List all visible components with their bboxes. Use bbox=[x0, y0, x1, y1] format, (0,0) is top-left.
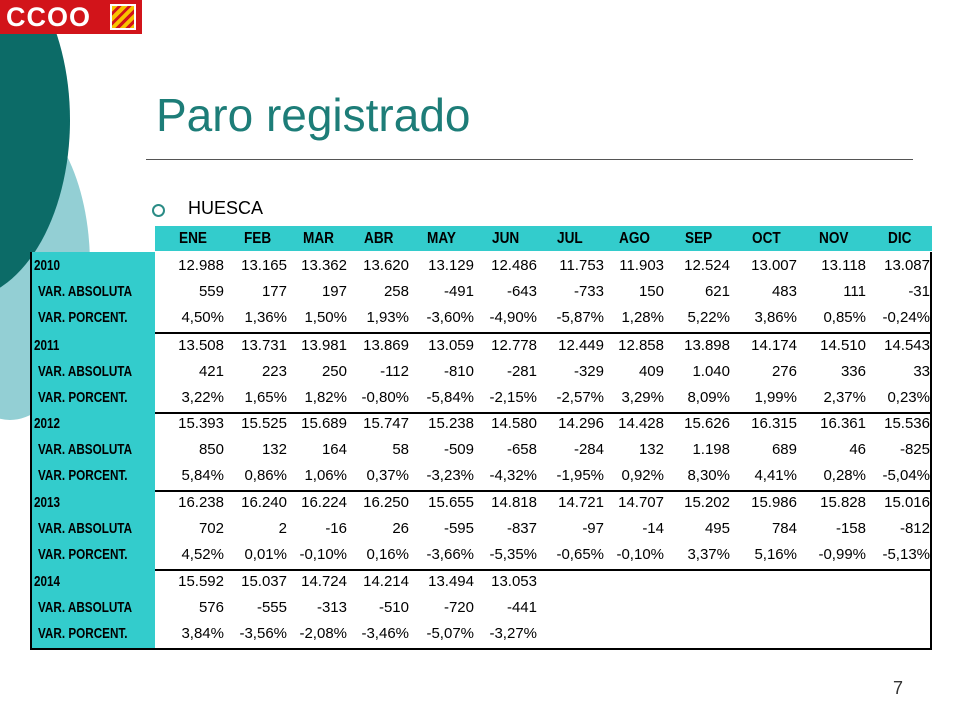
percent-variation-row bbox=[30, 621, 932, 647]
table-cell: 33 bbox=[913, 363, 930, 380]
table-cell: -825 bbox=[899, 441, 930, 458]
month-header: NOV bbox=[819, 230, 849, 247]
table-cell: 1,28% bbox=[621, 309, 664, 326]
table-cell: 15.202 bbox=[684, 494, 730, 511]
table-cell: 13.620 bbox=[363, 257, 409, 274]
table-cell: 8,30% bbox=[687, 467, 730, 484]
table-cell: 11.903 bbox=[619, 257, 664, 274]
table-cell: 177 bbox=[261, 283, 287, 300]
table-cell: -810 bbox=[443, 363, 474, 380]
table-cell: -3,23% bbox=[426, 467, 474, 484]
table-cell: 14.818 bbox=[491, 494, 537, 511]
table-border bbox=[30, 489, 32, 569]
year-total-row bbox=[30, 411, 932, 437]
table-cell: -5,84% bbox=[426, 389, 474, 406]
table-cell: 15.592 bbox=[178, 573, 224, 590]
table-cell: 850 bbox=[198, 441, 224, 458]
absolute-variation-row bbox=[30, 437, 932, 463]
table-cell: 4,50% bbox=[181, 309, 224, 326]
table-cell: 576 bbox=[198, 599, 224, 616]
table-cell: 250 bbox=[321, 363, 347, 380]
table-cell: 1,65% bbox=[244, 389, 287, 406]
table-cell: 13.508 bbox=[178, 337, 224, 354]
table-cell: -31 bbox=[908, 283, 930, 300]
table-border bbox=[30, 568, 32, 648]
year-total-row bbox=[30, 333, 932, 359]
table-cell: 16.315 bbox=[751, 415, 797, 432]
row-label: 2012 bbox=[34, 415, 61, 432]
table-cell: 13.165 bbox=[241, 257, 287, 274]
table-cell: 4,41% bbox=[754, 467, 797, 484]
absolute-variation-row bbox=[30, 359, 932, 385]
percent-variation-row bbox=[30, 305, 932, 331]
month-header: ENE bbox=[179, 230, 207, 247]
table-cell: -595 bbox=[443, 520, 474, 537]
table-cell: 483 bbox=[771, 283, 797, 300]
table-cell: 26 bbox=[392, 520, 409, 537]
table-cell: 12.449 bbox=[558, 337, 604, 354]
row-label: 2013 bbox=[34, 494, 61, 511]
table-cell: 111 bbox=[843, 283, 866, 300]
table-cell: 15.016 bbox=[884, 494, 930, 511]
table-cell: -284 bbox=[573, 441, 604, 458]
page-title: Paro registrado bbox=[156, 89, 471, 141]
table-cell: -313 bbox=[316, 599, 347, 616]
row-label: VAR. ABSOLUTA bbox=[38, 520, 133, 537]
table-cell: 164 bbox=[321, 441, 347, 458]
month-header: FEB bbox=[244, 230, 272, 247]
table-cell: 336 bbox=[840, 363, 866, 380]
table-cell: -3,27% bbox=[489, 625, 537, 642]
table-cell: 559 bbox=[198, 283, 224, 300]
table-cell: -812 bbox=[899, 520, 930, 537]
table-cell: 16.240 bbox=[241, 494, 287, 511]
table-cell: -4,32% bbox=[489, 467, 537, 484]
row-label: VAR. ABSOLUTA bbox=[38, 363, 133, 380]
table-cell bbox=[717, 621, 797, 647]
table-cell: 15.238 bbox=[428, 415, 474, 432]
table-cell: 16.361 bbox=[820, 415, 866, 432]
table-cell: 223 bbox=[261, 363, 287, 380]
table-cell: 16.238 bbox=[178, 494, 224, 511]
table-cell: 1,36% bbox=[244, 309, 287, 326]
table-cell: 15.393 bbox=[178, 415, 224, 432]
table-cell: 495 bbox=[704, 520, 730, 537]
table-cell: -0,10% bbox=[616, 546, 664, 563]
table-cell: 132 bbox=[638, 441, 664, 458]
row-label: VAR. ABSOLUTA bbox=[38, 441, 133, 458]
month-header: OCT bbox=[752, 230, 781, 247]
table-cell: 13.869 bbox=[363, 337, 409, 354]
ccoo-logo bbox=[0, 0, 142, 34]
table-cell: -281 bbox=[506, 363, 537, 380]
table-cell: 13.118 bbox=[821, 257, 866, 274]
table-cell: -0,80% bbox=[361, 389, 409, 406]
table-cell: 12.988 bbox=[178, 257, 224, 274]
absolute-variation-row bbox=[30, 595, 932, 621]
table-cell: 702 bbox=[198, 520, 224, 537]
table-cell: -0,10% bbox=[299, 546, 347, 563]
table-cell: 5,84% bbox=[181, 467, 224, 484]
table-cell: 15.986 bbox=[751, 494, 797, 511]
table-cell: -112 bbox=[380, 363, 409, 380]
table-cell: -5,87% bbox=[556, 309, 604, 326]
row-label: 2014 bbox=[34, 573, 61, 590]
table-cell: -329 bbox=[573, 363, 604, 380]
month-header: JUL bbox=[557, 230, 583, 247]
table-border bbox=[30, 410, 32, 490]
table-cell: 1.198 bbox=[692, 441, 730, 458]
table-cell: -643 bbox=[506, 283, 537, 300]
year-block bbox=[30, 410, 932, 490]
table-cell: 258 bbox=[383, 283, 409, 300]
row-label: VAR. ABSOLUTA bbox=[38, 283, 133, 300]
table-cell: -837 bbox=[506, 520, 537, 537]
table-cell: 14.721 bbox=[558, 494, 604, 511]
table-cell: 13.731 bbox=[241, 337, 287, 354]
table-cell: 14.428 bbox=[618, 415, 664, 432]
table-cell: 13.087 bbox=[884, 257, 930, 274]
table-cell: -3,66% bbox=[426, 546, 474, 563]
table-cell: 0,37% bbox=[366, 467, 409, 484]
table-cell: -0,99% bbox=[818, 546, 866, 563]
table-border bbox=[930, 568, 932, 648]
row-label: VAR. PORCENT. bbox=[38, 467, 128, 484]
percent-variation-row bbox=[30, 385, 932, 411]
table-cell: 4,52% bbox=[181, 546, 224, 563]
table-cell: 15.626 bbox=[684, 415, 730, 432]
table-cell: 15.828 bbox=[820, 494, 866, 511]
table-cell: 1,93% bbox=[366, 309, 409, 326]
table-cell: 409 bbox=[638, 363, 664, 380]
absolute-variation-row bbox=[30, 516, 932, 542]
table-cell: 621 bbox=[704, 283, 730, 300]
month-header: JUN bbox=[492, 230, 520, 247]
table-cell: 0,01% bbox=[244, 546, 287, 563]
table-cell: 784 bbox=[771, 520, 797, 537]
table-border bbox=[930, 489, 932, 569]
table-cell: 15.536 bbox=[884, 415, 930, 432]
table-cell: -3,56% bbox=[239, 625, 287, 642]
table-cell: 0,85% bbox=[823, 309, 866, 326]
table-cell: 11.753 bbox=[559, 257, 604, 274]
table-cell bbox=[850, 595, 930, 621]
region-label: HUESCA bbox=[188, 198, 264, 218]
table-cell: -658 bbox=[506, 441, 537, 458]
table-cell: -491 bbox=[443, 283, 474, 300]
table-cell: 14.724 bbox=[301, 573, 347, 590]
table-cell: 689 bbox=[771, 441, 797, 458]
table-cell: 1,06% bbox=[304, 467, 347, 484]
table-cell: 3,84% bbox=[181, 625, 224, 642]
table-cell: 15.655 bbox=[428, 494, 474, 511]
table-cell: 16.224 bbox=[301, 494, 347, 511]
table-cell: -14 bbox=[642, 520, 664, 537]
year-block bbox=[30, 252, 932, 332]
table-cell: 14.214 bbox=[363, 573, 409, 590]
year-total-row bbox=[30, 569, 932, 595]
table-cell bbox=[850, 569, 930, 595]
table-cell: -16 bbox=[325, 520, 347, 537]
bullet-icon bbox=[152, 204, 165, 217]
table-cell bbox=[717, 595, 797, 621]
table-cell: -97 bbox=[582, 520, 604, 537]
year-block bbox=[30, 489, 932, 569]
row-label: VAR. PORCENT. bbox=[38, 389, 128, 406]
table-border bbox=[30, 252, 32, 332]
table-cell: 12.524 bbox=[684, 257, 730, 274]
table-cell: 46 bbox=[849, 441, 866, 458]
table-cell: 15.747 bbox=[363, 415, 409, 432]
table-cell: 0,16% bbox=[366, 546, 409, 563]
table-cell: 14.707 bbox=[618, 494, 664, 511]
table-cell: -0,65% bbox=[556, 546, 604, 563]
row-label: VAR. PORCENT. bbox=[38, 309, 128, 326]
table-cell: 13.007 bbox=[751, 257, 797, 274]
table-cell: 5,16% bbox=[754, 546, 797, 563]
table-cell: -2,08% bbox=[299, 625, 347, 642]
month-header: SEP bbox=[685, 230, 713, 247]
table-cell: 421 bbox=[198, 363, 224, 380]
table-cell: -509 bbox=[443, 441, 474, 458]
table-border bbox=[930, 252, 932, 332]
month-header: AGO bbox=[619, 230, 650, 247]
table-cell: -555 bbox=[256, 599, 287, 616]
table-cell: 3,86% bbox=[754, 309, 797, 326]
table-cell: 14.296 bbox=[558, 415, 604, 432]
table-cell: -2,57% bbox=[556, 389, 604, 406]
table-cell: 1.040 bbox=[692, 363, 730, 380]
table-cell: 5,22% bbox=[687, 309, 730, 326]
logo-text: CCOO bbox=[6, 2, 91, 32]
table-cell: 276 bbox=[771, 363, 797, 380]
table-cell: 150 bbox=[638, 283, 664, 300]
table-cell: -5,13% bbox=[882, 546, 930, 563]
table-border bbox=[30, 648, 932, 650]
row-label: 2010 bbox=[34, 257, 61, 274]
table-cell: -0,24% bbox=[882, 309, 930, 326]
absolute-variation-row bbox=[30, 279, 932, 305]
table-border bbox=[30, 332, 32, 412]
table-cell: 13.129 bbox=[428, 257, 474, 274]
table-cell bbox=[717, 569, 797, 595]
table-cell: -5,04% bbox=[882, 467, 930, 484]
table-cell: 3,29% bbox=[621, 389, 664, 406]
table-cell: 12.778 bbox=[491, 337, 537, 354]
year-total-row bbox=[30, 490, 932, 516]
table-cell: -441 bbox=[506, 599, 537, 616]
table-cell: 12.486 bbox=[491, 257, 537, 274]
table-cell: 13.362 bbox=[301, 257, 347, 274]
table-cell: -158 bbox=[835, 520, 866, 537]
table-cell: 14.174 bbox=[751, 337, 797, 354]
table-cell: 14.543 bbox=[884, 337, 930, 354]
table-cell: -5,07% bbox=[426, 625, 474, 642]
table-cell: 13.059 bbox=[428, 337, 474, 354]
table-cell: -1,95% bbox=[556, 467, 604, 484]
table-cell: -733 bbox=[573, 283, 604, 300]
aragon-flag-icon bbox=[110, 4, 136, 30]
table-cell: 2,37% bbox=[823, 389, 866, 406]
page-number: 7 bbox=[893, 678, 904, 698]
table-cell: -5,35% bbox=[489, 546, 537, 563]
table-cell: 3,37% bbox=[687, 546, 730, 563]
percent-variation-row bbox=[30, 542, 932, 568]
percent-variation-row bbox=[30, 463, 932, 489]
table-cell: 13.898 bbox=[684, 337, 730, 354]
row-label: VAR. PORCENT. bbox=[38, 625, 128, 642]
table-cell: 13.494 bbox=[428, 573, 474, 590]
table-cell: 15.525 bbox=[241, 415, 287, 432]
table-cell: 12.858 bbox=[618, 337, 664, 354]
table-cell: 2 bbox=[278, 520, 287, 537]
table-cell: -2,15% bbox=[489, 389, 537, 406]
table-cell: 16.250 bbox=[363, 494, 409, 511]
table-cell: 1,50% bbox=[304, 309, 347, 326]
table-cell: 15.689 bbox=[301, 415, 347, 432]
table-cell: 0,23% bbox=[887, 389, 930, 406]
row-label: 2011 bbox=[34, 337, 60, 354]
table-cell: -4,90% bbox=[489, 309, 537, 326]
table-cell: 15.037 bbox=[241, 573, 287, 590]
table-cell: 0,86% bbox=[244, 467, 287, 484]
table-cell: -720 bbox=[443, 599, 474, 616]
month-header: MAR bbox=[303, 230, 334, 247]
title-divider bbox=[146, 159, 913, 160]
table-cell: -3,60% bbox=[426, 309, 474, 326]
table-cell: 58 bbox=[392, 441, 409, 458]
month-header: DIC bbox=[888, 230, 912, 247]
table-cell: 0,92% bbox=[621, 467, 664, 484]
table-cell: 14.580 bbox=[491, 415, 537, 432]
table-border bbox=[930, 332, 932, 412]
table-cell: 1,99% bbox=[754, 389, 797, 406]
table-cell: 197 bbox=[321, 283, 347, 300]
table-cell: 14.510 bbox=[820, 337, 866, 354]
table-cell: -510 bbox=[378, 599, 409, 616]
table-cell: 1,82% bbox=[304, 389, 347, 406]
year-block bbox=[30, 332, 932, 412]
table-cell: 3,22% bbox=[181, 389, 224, 406]
table-cell bbox=[850, 621, 930, 647]
table-cell: 132 bbox=[261, 441, 287, 458]
table-header bbox=[155, 226, 932, 251]
table-cell: -3,46% bbox=[361, 625, 409, 642]
month-header: MAY bbox=[427, 230, 456, 247]
year-total-row bbox=[30, 253, 932, 279]
row-label: VAR. PORCENT. bbox=[38, 546, 128, 563]
table-cell: 13.981 bbox=[301, 337, 347, 354]
month-header: ABR bbox=[364, 230, 394, 247]
table-cell: 8,09% bbox=[687, 389, 730, 406]
table-border bbox=[930, 410, 932, 490]
year-block bbox=[30, 568, 932, 648]
table-cell: 13.053 bbox=[491, 573, 537, 590]
row-label: VAR. ABSOLUTA bbox=[38, 599, 133, 616]
table-cell: 0,28% bbox=[823, 467, 866, 484]
